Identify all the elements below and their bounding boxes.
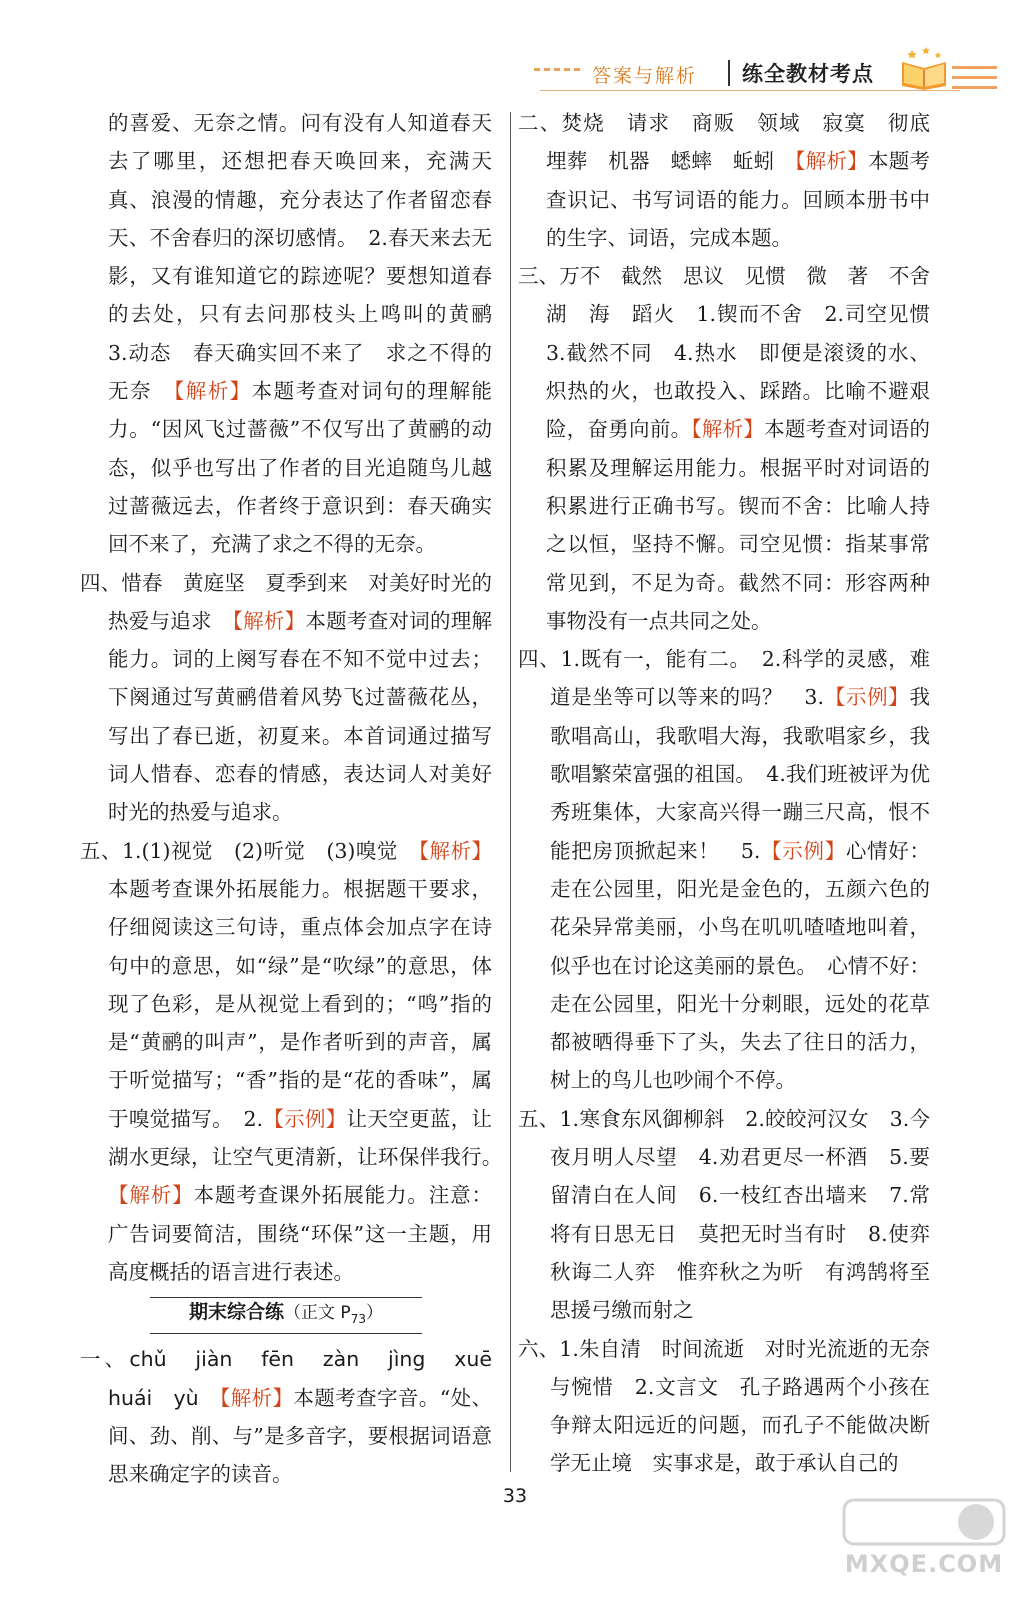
left-paragraph-5 bbox=[80, 832, 513, 1292]
right-paragraph-2 bbox=[518, 104, 951, 257]
right-p3-answer: 四、1.既有一，能有二。 2.科学的灵感，难道是坐等可以等来的吗？ 3. bbox=[518, 647, 930, 710]
left-p1-text: 的喜爱、无奈之情。问有没有人知道春天去了哪里，还想把春天唤回来，充满天真、浪漫的情趣，充分表达了作者留恋春天、不舍春归的深切感情。 2.春天来去无影，又有谁知道它的踪迹呢？要想知道春的去处，只有去问那枝头上鸣叫的黄鹂 3.动态 春天确实回不来了 求之不得的无奈 bbox=[108, 111, 513, 404]
left-p4-analysis: 本题考查字音。“处、间、劲、削、与”是多音字，要根据词语意思来确定字的读音。 bbox=[108, 1385, 493, 1487]
left-p4-number: 一、 bbox=[80, 1347, 130, 1372]
watermark-emblem-icon bbox=[838, 1492, 1010, 1552]
right-paragraph-3 bbox=[518, 257, 951, 640]
open-book-icon bbox=[898, 46, 950, 90]
header-separator bbox=[728, 60, 730, 86]
left-p3-analysis: 本题考查课外拓展能力。根据题干要求，仔细阅读这三句诗，重点体会加点字在诗句中的意思，如“绿”是“吹绿”的意思，体现了色彩，是从视觉上看到的；“鸣”指的是“黄鹂的叫声”，是作者听到的声音，属于听觉描写；“香”指的是“花的香味”，属于嗅觉描写。 2. bbox=[108, 876, 492, 1131]
right-p2-analysis: 本题考查对词语的积累及理解运用能力。根据平时对词语的积累进行正确书写。锲而不舍：比喻人持之以恒，坚持不懈。司空见惯：指某事常常见到，不足为奇。截然不同：形容两种事物没有一点共同之处。 bbox=[546, 417, 931, 633]
left-p2-analysis: 本题考查对词的理解能力。词的上阕写春在不知不觉中过去；下阕通过写黄鹂借着风势飞过蔷薇花丛，写出了春已逝，初夏来。本首词通过描写词人惜春、恋春的情感，表达词人对美好时光的热爱与追求。 bbox=[108, 608, 493, 825]
section-ref-close: ） bbox=[365, 1303, 383, 1324]
section-ref-sub: 73 bbox=[350, 1312, 366, 1326]
left-paragraph-4 bbox=[80, 564, 492, 832]
section-title: 期末综合练 bbox=[189, 1301, 285, 1324]
left-p1-analysis: 本题考查对词句的理解能力。“因风飞过蔷薇”不仅写出了黄鹂的动态，似乎也写出了作者的目光追随鸟儿越过蔷薇远去，作者终于意识到：春天确实回不来了，充满了求之不得的无奈。 bbox=[108, 379, 493, 557]
left-p2-answer: 四、惜春 黄庭坚 夏季到来 对美好时光的热爱与追求 bbox=[80, 570, 492, 633]
example-tag: 【示例】 bbox=[824, 685, 910, 710]
analysis-tag: 【解析】 bbox=[418, 838, 493, 863]
section-ref-open: （正文 P bbox=[284, 1303, 351, 1324]
example-tag: 【示例】 bbox=[760, 838, 846, 863]
left-p3-answer: 五、1.(1)视觉 (2)听觉 (3)嗅觉 bbox=[80, 838, 419, 863]
analysis-tag: 【解析】 bbox=[220, 1385, 294, 1410]
right-p3-example-1: 我歌唱高山，我歌唱大海，我歌唱家乡，我歌唱繁荣富强的祖国。 4.我们班被评为优秀班集体，大家高兴得一蹦三尺高，恨不能把房顶掀起来！ 5. bbox=[550, 685, 931, 863]
example-tag: 【示例】 bbox=[263, 1106, 347, 1131]
right-p4-answer: 五、1.寒食东风御柳斜 2.皎皎河汉女 3.今夜月明人尽望 4.劝君更尽一杯酒 5.要留清白在人间 6.一枝红杏出墙来 7.常将有日思无日 莫把无时当有时 8.使弈秋诲二人弈 惟弈秋之为听 有鸿鹄将至 思援弓缴而射之 bbox=[518, 1106, 951, 1323]
right-paragraph-6 bbox=[518, 1330, 951, 1483]
page-number: 33 bbox=[502, 1485, 528, 1507]
analysis-tag: 【解析】 bbox=[108, 1183, 194, 1208]
analysis-tag: 【解析】 bbox=[691, 417, 765, 442]
watermark-logo bbox=[838, 1492, 1010, 1592]
analysis-tag: 【解析】 bbox=[795, 149, 868, 174]
left-p3-example: 让天空更蓝，让湖水更绿，让空气更清新，让环保伴我行。 bbox=[108, 1106, 513, 1170]
section-heading bbox=[80, 1293, 492, 1338]
analysis-tag: 【解析】 bbox=[232, 608, 306, 633]
left-p3-analysis-2: 本题考查课外拓展能力。注意：广告词要简洁，围绕“环保”这一主题，用高度概括的语言进行表述。 bbox=[108, 1183, 493, 1284]
header-dots-decoration bbox=[534, 68, 584, 71]
analysis-tag: 【解析】 bbox=[173, 379, 252, 404]
header-lines-decoration bbox=[952, 66, 997, 96]
watermark-url: MXQE.COM bbox=[844, 1550, 1004, 1578]
right-p2-answer: 三、万不 截然 思议 见惯 微 著 不舍 湖 海 蹈火 1.锲而不舍 2.司空见惯 3.截然不同 4.热水 即便是滚烫的水、炽热的火，也敢投入、踩踏。比喻不避艰险，奋勇向前。 bbox=[518, 264, 951, 442]
right-p1-answer: 二、焚烧 请求 商贩 领域 寂寞 彻底 埋葬 机器 蟋蟀 蚯蚓 bbox=[518, 111, 951, 174]
right-column bbox=[518, 104, 951, 1483]
right-p3-example-2: 心情好：走在公园里，阳光是金色的，五颜六色的花朵异常美丽，小鸟在叽叽喳喳地叫着，似乎也在讨论这美丽的景色。 心情不好：走在公园里，阳光十分刺眼，远处的花草都被晒得垂下了头，失去了往日的活力，树上的鸟儿也吵闹个不停。 bbox=[550, 838, 931, 1093]
header-underline bbox=[540, 90, 960, 91]
left-paragraph-1 bbox=[80, 104, 513, 564]
left-paragraph-6 bbox=[80, 1340, 513, 1493]
header-title: 练全教材考点 bbox=[742, 62, 874, 86]
header-subtitle: 答案与解析 bbox=[592, 65, 698, 87]
right-paragraph-5 bbox=[518, 1100, 951, 1330]
right-p5-answer: 六、1.朱自清 时间流逝 对时光流逝的无奈与惋惜 2.文言文 孔子路遇两个小孩在争辩太阳远近的问题，而孔子不能做决断 学无止境 实事求是，敢于承认自己的 bbox=[518, 1336, 951, 1476]
right-paragraph-4 bbox=[518, 640, 930, 1100]
left-p4-pinyin: chǔ jiàn fēn zàn jìng xuē huái yù bbox=[108, 1347, 513, 1410]
right-p1-analysis: 本题考查识记、书写词语的能力。回顾本册书中的生字、词语，完成本题。 bbox=[546, 149, 931, 250]
left-column bbox=[80, 104, 513, 1493]
page-header bbox=[520, 52, 1000, 102]
